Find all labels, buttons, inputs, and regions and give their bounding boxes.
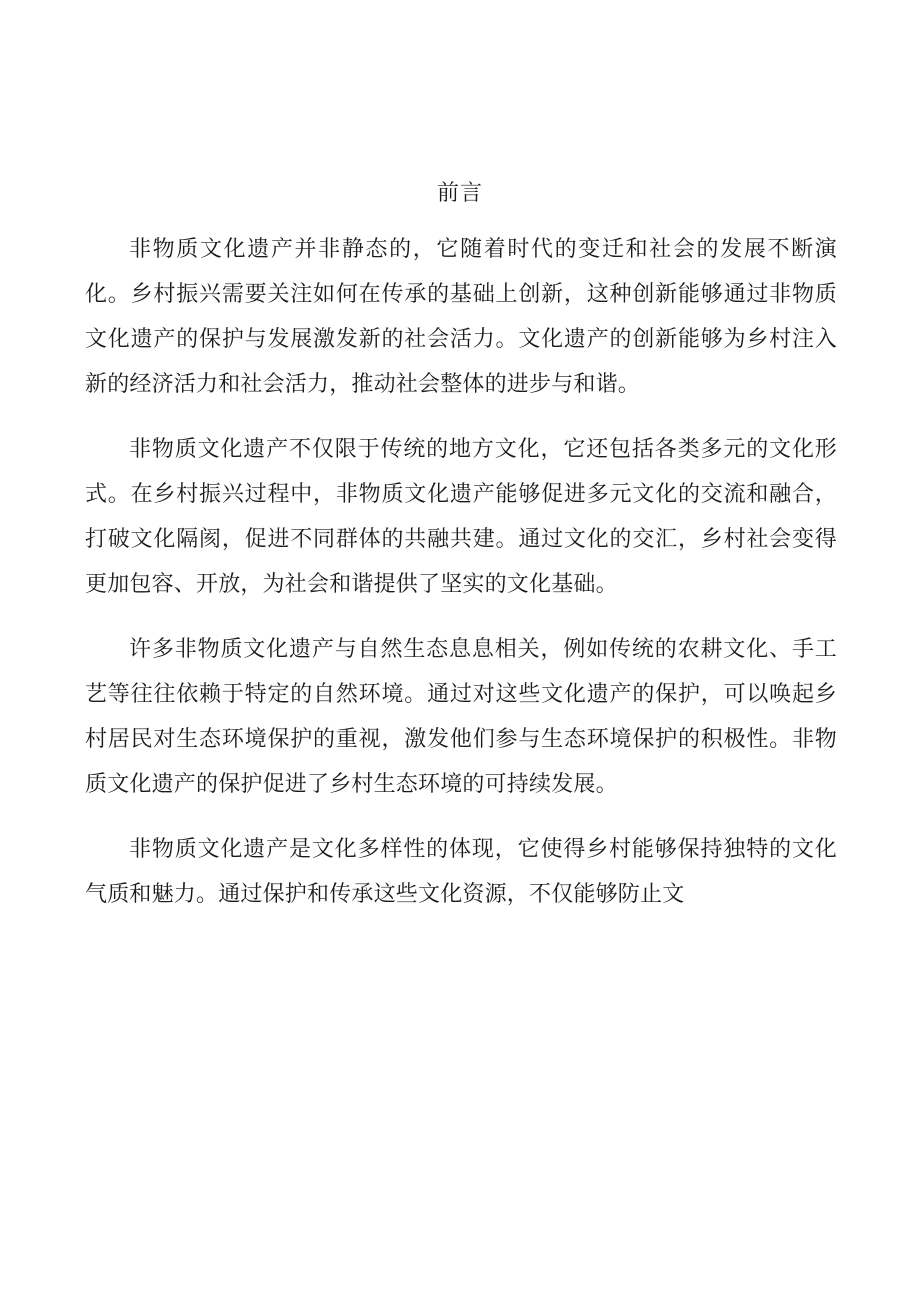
paragraph-4: 非物质文化遗产是文化多样性的体现，它使得乡村能够保持独特的文化气质和魅力。通过保护和传承这些文化资源，不仅能够防止文 (85, 837, 837, 907)
document-body (85, 227, 837, 937)
page-title: 前言 (436, 181, 483, 206)
paragraph-1: 非物质文化遗产并非静态的，它随着时代的变迁和社会的发展不断演化。乡村振兴需要关注如何在传承的基础上创新，这种创新能够通过非物质文化遗产的保护与发展激发新的社会活力。文化遗产的创新能够为乡村注入新的经济活力和社会活力，推动社会整体的进步与和谐。 (85, 237, 837, 397)
paragraph-3: 许多非物质文化遗产与自然生态息息相关，例如传统的农耕文化、手工艺等往往依赖于特定的自然环境。通过对这些文化遗产的保护，可以唤起乡村居民对生态环境保护的重视，激发他们参与生态环境保护的积极性。非物质文化遗产的保护促进了乡村生态环境的可持续发展。 (85, 637, 837, 797)
paragraph-2: 非物质文化遗产不仅限于传统的地方文化，它还包括各类多元的文化形式。在乡村振兴过程中，非物质文化遗产能够促进多元文化的交流和融合，打破文化隔阂，促进不同群体的共融共建。通过文化的交汇，乡村社会变得更加包容、开放，为社会和谐提供了坚实的文化基础。 (85, 437, 837, 597)
